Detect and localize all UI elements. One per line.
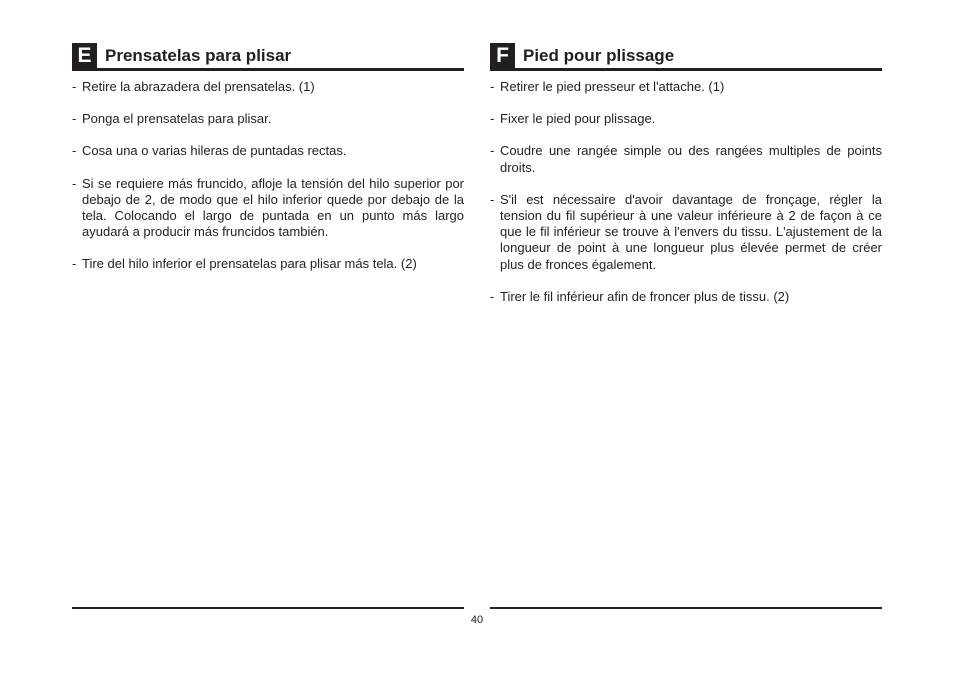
instruction-item: - Fixer le pied pour plissage.	[490, 111, 882, 127]
page-number: 40	[470, 614, 484, 626]
instruction-item: - Ponga el prensatelas para plisar.	[72, 111, 464, 127]
french-heading	[490, 43, 882, 71]
instruction-item: - Tire del hilo inferior el prensatelas para plisar más tela. (2)	[72, 256, 464, 272]
instruction-item: - Tirer le fil inférieur afin de froncer plus de tissu. (2)	[490, 289, 882, 305]
instruction-item: - Si se requiere más fruncido, afloje la tensión del hilo superior por debajo de 2, de modo que el hilo inferior quede por debajo de la tela. Colocando el largo de puntada en un punto más largo ayudará a producir más fruncidos también.	[72, 176, 464, 241]
instruction-item: - Retire la abrazadera del prensatelas. (1)	[72, 79, 464, 95]
spanish-title: Prensatelas para plisar	[105, 46, 292, 65]
instruction-item: - Cosa una o varias hileras de puntadas rectas.	[72, 143, 464, 159]
french-section	[490, 43, 882, 321]
spanish-instructions	[72, 79, 464, 273]
language-badge-f: F	[490, 43, 515, 68]
french-instructions	[490, 79, 882, 305]
french-title: Pied pour plissage	[523, 46, 675, 65]
spanish-section	[72, 43, 464, 289]
instruction-item: - Coudre une rangée simple ou des rangées multiples de points droits.	[490, 143, 882, 175]
footer-rule-left	[72, 607, 464, 609]
spanish-heading	[72, 43, 464, 71]
instruction-item: - S'il est nécessaire d'avoir davantage de fronçage, régler la tension du fil supérieur à une valeur inférieure à 2 de façon à ce que le fil inférieur se trouve à l'envers du tissu. L'ajustement de la longueur de point à une longueur plus élevée permet de créer plus de fronces également.	[490, 192, 882, 273]
footer-rule-right	[490, 607, 882, 609]
instruction-item: - Retirer le pied presseur et l'attache. (1)	[490, 79, 882, 95]
language-badge-e: E	[72, 43, 97, 68]
